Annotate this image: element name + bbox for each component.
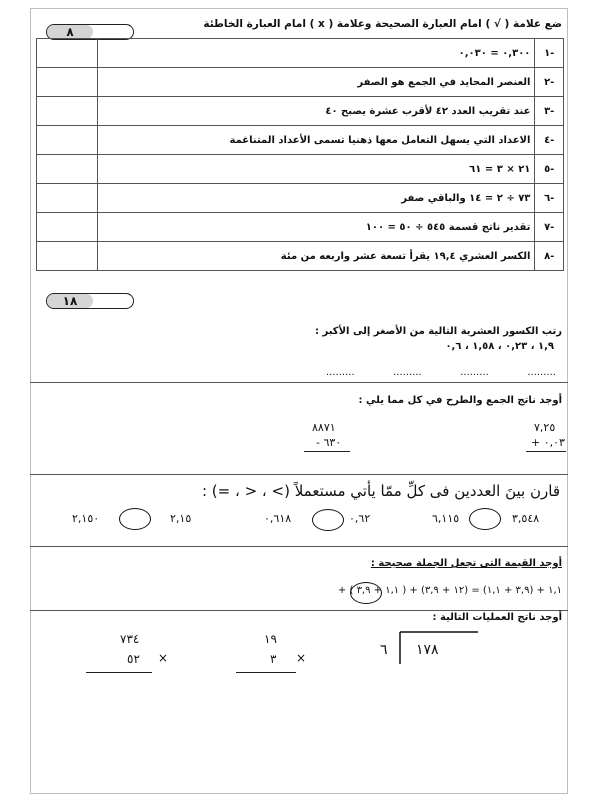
mult1-line xyxy=(86,672,152,673)
tf-row xyxy=(37,39,564,68)
answer-blank[interactable]: ......... xyxy=(527,367,556,378)
mult2-line xyxy=(236,672,296,673)
section-divider xyxy=(30,474,568,475)
compare-instruction: قارن بينَ العددين فى كلِّ ممّا يأتي مستعملاً (> ، < ، =) : xyxy=(201,482,560,500)
tf-row xyxy=(37,213,564,242)
order-instruction: رتب الكسور العشرية التالية من الأصغر إلى الأكبر : xyxy=(315,326,562,337)
q1-instruction: ضع علامة ( √ ) امام العبارة الصحيحة وعلامة ( x ) امام العبارة الخاطئة xyxy=(203,18,562,30)
section-divider xyxy=(30,546,568,547)
tf-statement: ٢١ × ٣ = ٦١ xyxy=(97,155,535,184)
mult1-bottom: ٥٢ xyxy=(127,652,140,666)
order-numbers: ١,٩ ، ٠,٢٣ ، ١,٥٨ ، ٠,٦ xyxy=(445,341,554,352)
mult2-times: × xyxy=(296,651,307,665)
tf-answer-cell[interactable] xyxy=(37,213,98,242)
sum-diff-instruction: أوجد ناتج الجمع والطرح في كل مما يلي : xyxy=(358,395,562,406)
compare-right-1: ٢,١٥ xyxy=(170,512,192,525)
tf-statement: ٠,٣٠٠ = ٠,٠٣٠ xyxy=(97,39,535,68)
compare-circle-1[interactable] xyxy=(119,508,151,530)
mult2-top: ١٩ xyxy=(264,632,277,646)
long-division xyxy=(370,628,480,668)
tf-statement: تقدير ناتج قسمة ٥٤٥ ÷ ٥٠ = ١٠٠ xyxy=(97,213,535,242)
subtraction-bottom: ٦٣٠ - xyxy=(316,436,342,449)
tf-row xyxy=(37,68,564,97)
tf-statement: عند تقريب العدد ٤٢ لأقرب عشرة يصبح ٤٠ xyxy=(97,97,535,126)
section-divider xyxy=(30,382,568,383)
compare-right-3: ٣,٥٤٨ xyxy=(512,512,540,525)
tf-statement: الاعداد التي يسهل التعامل معها ذهنيا تسمى الأعداد المتناغمة xyxy=(97,126,535,155)
section-divider xyxy=(30,610,568,611)
compare-left-2: ٠,٦١٨ xyxy=(264,512,292,525)
tf-item-number: -٤ xyxy=(535,126,564,155)
tf-statement: العنصر المحايد في الجمع هو الصفر xyxy=(97,68,535,97)
tf-answer-cell[interactable] xyxy=(37,155,98,184)
tf-item-number: -٢ xyxy=(535,68,564,97)
subtraction-line xyxy=(304,451,350,452)
true-false-table xyxy=(36,38,564,271)
mult2-bottom: ٣ xyxy=(270,652,277,666)
tf-row xyxy=(37,97,564,126)
tf-answer-cell[interactable] xyxy=(37,184,98,213)
compare-left-3: ٦,١١٥ xyxy=(432,512,460,525)
q2-score-box xyxy=(46,293,134,309)
division-dividend: ١٧٨ xyxy=(416,642,439,658)
compare-left-1: ٢,١٥٠ xyxy=(72,512,100,525)
ops-instruction: أوجد ناتج العمليات التالية : xyxy=(432,612,562,623)
tf-item-number: -٣ xyxy=(535,97,564,126)
tf-item-number: -٥ xyxy=(535,155,564,184)
tf-answer-cell[interactable] xyxy=(37,242,98,271)
tf-answer-cell[interactable] xyxy=(37,39,98,68)
q1-score: ٨ xyxy=(47,25,93,39)
tf-item-number: -٦ xyxy=(535,184,564,213)
tf-row xyxy=(37,242,564,271)
tf-item-number: -٨ xyxy=(535,242,564,271)
value-instruction: أوجد القيمة التى تجعل الجملة صحيحة : xyxy=(370,558,562,569)
q2-score: ١٨ xyxy=(47,294,93,308)
compare-circle-2[interactable] xyxy=(312,509,344,531)
answer-blank[interactable]: ......... xyxy=(393,367,422,378)
tf-item-number: -١ xyxy=(535,39,564,68)
tf-statement: ٧٣ ÷ ٢ = ١٤ والباقي صفر xyxy=(97,184,535,213)
tf-answer-cell[interactable] xyxy=(37,126,98,155)
mult1-times: × xyxy=(158,651,169,665)
subtraction-top: ٨٨٧١ xyxy=(312,421,336,434)
tf-row xyxy=(37,155,564,184)
tf-item-number: -٧ xyxy=(535,213,564,242)
tf-answer-cell[interactable] xyxy=(37,97,98,126)
addition-top: ٧,٢٥ xyxy=(534,421,556,434)
division-divisor: ٦ xyxy=(380,642,388,658)
mult1-top: ٧٣٤ xyxy=(120,632,140,646)
tf-row xyxy=(37,184,564,213)
tf-row xyxy=(37,126,564,155)
value-equation: ١,١ + (٣,٩ + ١,١) = (١٢ + ٣,٩) + ( ١,١ + ٣,٩ ) + xyxy=(337,585,562,596)
answer-blank[interactable]: ......... xyxy=(326,367,355,378)
answer-blank[interactable]: ......... xyxy=(460,367,489,378)
addition-bottom: ٠,٠٣ + xyxy=(531,436,565,449)
compare-right-2: ٠,٦٢ xyxy=(349,512,371,525)
compare-circle-3[interactable] xyxy=(469,508,501,530)
tf-answer-cell[interactable] xyxy=(37,68,98,97)
addition-line xyxy=(526,451,566,452)
tf-statement: الكسر العشري ١٩,٤ يقرأ تسعة عشر واربعه من مئة xyxy=(97,242,535,271)
order-blanks xyxy=(326,367,556,378)
